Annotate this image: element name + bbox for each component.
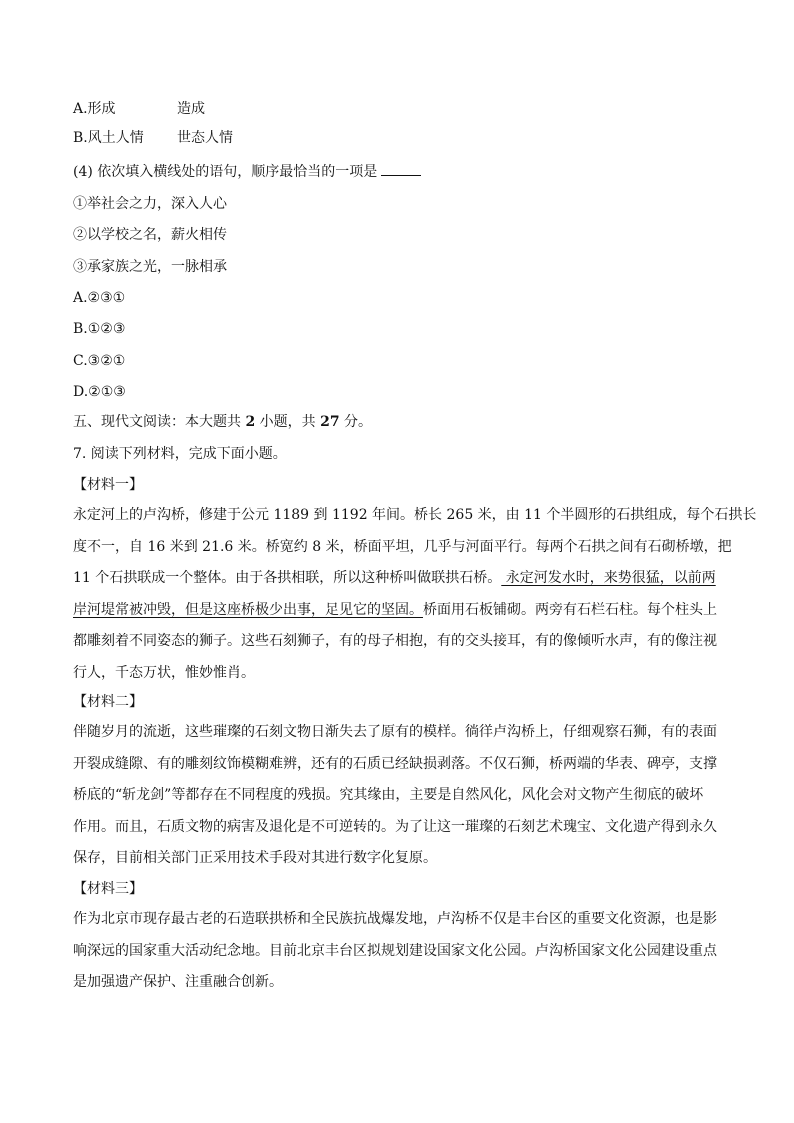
item-3: ③承家族之光，一脉相承 [73, 259, 227, 275]
question-4 [73, 163, 421, 181]
section-5-mid: 小题，共 [255, 414, 321, 430]
section-5-points: 27 [320, 414, 340, 430]
choice-d: D.②①③ [73, 384, 126, 400]
material-2-line-4: 作用。而且，石质文物的病害及退化是不可逆转的。为了让这一璀璨的石刻艺术瑰宝、文化遗产得到永久 [73, 818, 717, 835]
material-1-line-3 [73, 563, 723, 595]
material-2-line-3: 桥底的“斩龙剑”等都存在不同程度的残损。究其缘由，主要是自然风化，风化会对文物产生彻底的破坏 [73, 787, 704, 804]
underlined-sentence-part-1: 永定河发水时，来势很猛，以前两 [501, 570, 716, 587]
material-2-line-5: 保存，目前相关部门正采用技术手段对其进行数字化复原。 [73, 850, 437, 867]
material-2-line-1: 伴随岁月的流逝，这些璀璨的石刻文物日渐失去了原有的模样。徜徉卢沟桥上，仔细观察石狮，有的表面 [73, 724, 717, 740]
material-1-line-4-rest: 桥面用石板铺砌。两旁有石栏石柱。每个柱头上 [423, 601, 717, 618]
option-b-label: B.风土人情 [73, 130, 144, 146]
material-2-heading: 【材料二】 [73, 694, 143, 710]
material-3-body [73, 904, 723, 999]
material-2-line-2: 开裂成缝隙、有的雕刻纹饰模糊难辨，还有的石质已经缺损剥落。不仅石狮，桥两端的华表、碑亭，支撑 [73, 755, 717, 772]
section-5-heading [73, 413, 372, 431]
choice-b: B.①②③ [73, 321, 126, 337]
option-b-value: 世态人情 [177, 130, 233, 146]
material-1-line-2: 度不一，自 16 米到 21.6 米。桥宽约 8 米，桥面平坦，几乎与河面平行。每两个石拱之间有石砌桥墩，把 [73, 538, 732, 555]
material-3-line-3: 是加强遗产保护、注重融合创新。 [73, 974, 283, 991]
section-5-suffix: 分。 [339, 414, 373, 430]
section-5-count: 2 [245, 414, 256, 430]
option-a-value: 造成 [177, 101, 205, 117]
answer-blank [381, 163, 421, 176]
material-1-line-3-text: 11 个石拱联成一个整体。由于各拱相联，所以这种桥叫做联拱石桥。 [73, 570, 502, 587]
item-1: ①举社会之力，深入人心 [73, 196, 227, 212]
item-2: ②以学校之名，薪火相传 [73, 227, 227, 243]
underlined-sentence-part-2: 岸河堤常被冲毁，但是这座桥极少出事，足见它的坚固。 [73, 601, 423, 618]
question-7: 7. 阅读下列材料，完成下面小题。 [73, 446, 287, 462]
material-2-body [73, 717, 723, 875]
material-1-line-1: 永定河上的卢沟桥，修建于公元 1189 到 1192 年间。桥长 265 米，由 11 个半圆形的石拱组成，每个石拱长 [73, 507, 757, 523]
material-3-line-2: 响深远的国家重大活动纪念地。目前北京丰台区拟规划建设国家文化公园。卢沟桥国家文化公园建设重点 [73, 942, 717, 959]
section-5-prefix: 五、现代文阅读：本大题共 [73, 414, 246, 430]
material-1-line-6: 行人，千态万状，惟妙惟肖。 [73, 664, 255, 681]
material-3-heading: 【材料三】 [73, 881, 143, 897]
material-1-body [73, 500, 757, 690]
material-1-line-5: 都雕刻着不同姿态的狮子。这些石刻狮子，有的母子相抱，有的交头接耳，有的像倾听水声，有的像注视 [73, 633, 717, 650]
material-1-line-4 [73, 595, 723, 627]
choice-c: C.③②① [73, 353, 126, 369]
material-3-line-1: 作为北京市现存最古老的石造联拱桥和全民族抗战爆发地，卢沟桥不仅是丰台区的重要文化资源，也是影 [73, 911, 717, 927]
choice-a: A.②③① [73, 290, 126, 306]
material-1-heading: 【材料一】 [73, 477, 143, 493]
question-4-text: (4) 依次填入横线处的语句，顺序最恰当的一项是 [73, 164, 378, 180]
option-a-label: A.形成 [73, 101, 116, 117]
